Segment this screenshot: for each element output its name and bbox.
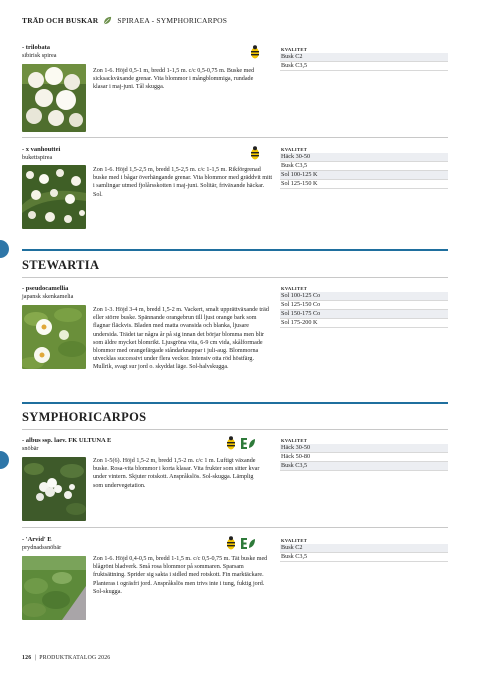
kvalitet-row: Sol 175-200 K: [280, 319, 448, 328]
section-marker: [0, 451, 9, 469]
photo-spiraea-vanhouttei: [22, 165, 86, 229]
bee-icon: [226, 436, 236, 450]
bee-icon: [250, 146, 260, 160]
entry-title: - albus ssp. laev. FK ULTUNA E: [22, 437, 112, 444]
kvalitet-label: KVALITET: [281, 47, 308, 52]
entry-description: Zon 1-6. Höjd 0,5-1 m, bredd 1-1,5 m. c/c 0,5-0,75 m. Buske med sicksackväxande grenar. Vita blommor i mångblommiga, rundade klasar i maj-juni. Tål skugga.: [93, 68, 255, 91]
entry-trilobata: [22, 44, 57, 60]
page-header: [22, 16, 227, 25]
kvalitet-label: KVALITET: [281, 538, 308, 543]
photo-spiraea-trilobata: [22, 64, 86, 132]
photo-symphoricarpos-albus: [22, 457, 86, 521]
entry-description: Zon 1-6. Höjd 1,5-2,5 m, bredd 1,5-2,5 m. c/c 1-1,5 m. Rikförgrenad buske med i bågar överhängande grenar. Vita blommor med gräddvit mitt i samlingar utmed fjolårsskotten i maj-juni. Solitär, friväxande häckar. Sol.: [93, 167, 273, 198]
entry-albus-ultuna: [22, 437, 111, 453]
kvalitet-row: Sol 100-125 Co: [280, 292, 448, 301]
kvalitet-row: Häck 30-50: [280, 153, 448, 162]
kvalitet-label: KVALITET: [281, 438, 308, 443]
section-rule: [22, 402, 448, 404]
entry-description: Zon 1-6. Höjd 0,4-0,5 m, bredd 1-1,5 m. c/c 0,5-0,75 m. Tät buske med blågrönt bladverk. Små rosa blommor på sommaren. Sparsam fruktsättning. Sprider sig sakta i sidled med rotskott. Fin marktäckare. Planteras i ogräsfri jord. Anspråkslös men trivs inte i tung, fuktig jord. Sol-skugga.: [93, 556, 268, 595]
kvalitet-row: Busk C2: [280, 53, 448, 62]
catalog-name: PRODUKTKATALOG 2026: [39, 655, 111, 661]
page-number: 126: [22, 655, 32, 661]
bee-icon: [226, 536, 236, 550]
kvalitet-row: Sol 125-150 K: [280, 180, 448, 189]
kvalitet-row: Sol 150-175 Co: [280, 310, 448, 319]
entry-subtitle: sibirisk spirea: [22, 52, 57, 59]
entry-vanhouttei: [22, 146, 60, 162]
e-plant-icon: [240, 437, 256, 450]
section-rule: [22, 249, 448, 251]
kvalitet-row: Busk C3,5: [280, 62, 448, 71]
header-genera: SPIRAEA - SYMPHORICARPOS: [117, 16, 228, 25]
kvalitet-table: [280, 437, 448, 471]
entry-title: - trilobata: [22, 44, 50, 51]
leaf-icon: [103, 16, 112, 25]
page-footer: [22, 655, 110, 661]
section-title-symphoricarpos: SYMPHORICARPOS: [22, 410, 147, 424]
photo-stewartia: [22, 305, 86, 369]
kvalitet-row: Sol 125-150 Co: [280, 301, 448, 310]
entry-subtitle: snöbär: [22, 445, 39, 452]
entry-title: - 'Arvid' E: [22, 536, 52, 543]
entry-title: - pseudocamellia: [22, 285, 69, 292]
kvalitet-row: Häck 30-50: [280, 444, 448, 453]
divider: [22, 137, 448, 138]
photo-symphoricarpos-arvid: [22, 556, 86, 620]
kvalitet-row: Busk C2: [280, 544, 448, 553]
entry-pseudocamellia: [22, 285, 73, 301]
kvalitet-label: KVALITET: [281, 286, 308, 291]
footer-separator: |: [32, 655, 38, 661]
kvalitet-row: Sol 100-125 K: [280, 171, 448, 180]
entry-title: - x vanhouttei: [22, 146, 61, 153]
entry-subtitle: prydnadssnöbär: [22, 544, 62, 551]
kvalitet-table: [280, 537, 448, 562]
kvalitet-label: KVALITET: [281, 147, 308, 152]
divider: [22, 277, 448, 278]
section-marker: [0, 240, 9, 258]
entry-subtitle: bukettspirea: [22, 154, 53, 161]
e-plant-icon: [240, 537, 256, 550]
kvalitet-row: Busk C3,5: [280, 462, 448, 471]
header-category: TRÄD OCH BUSKAR: [22, 16, 99, 25]
kvalitet-row: Busk C3,5: [280, 162, 448, 171]
divider: [22, 429, 448, 430]
kvalitet-table: [280, 285, 448, 328]
entry-arvid: [22, 536, 61, 552]
divider: [22, 527, 448, 528]
entry-description: Zon 1-3. Höjd 3-4 m, bredd 1,5-2 m. Vackert, smalt upprättväxande träd eller större buske. Spännande orangebrun till ljust orange bark som flagnar fläckvis. Bladen med matta ovansida och blanka, ljusare undersida. Trädet tar några år på sig innan det börjar blomma men blir som äldre mycket blomrikt. Ljusgröna vita, 6-9 cm vida, skålformade blommor med orangefärgade ståndarknappar i juli-aug. Blommorna utvecklas successivt under flera veckor. Intensiv otta röd höstfärg. Mullrik, svagt sur jord o. skyddat läge. Sol-halvskugga.: [93, 307, 269, 371]
kvalitet-row: Busk C3,5: [280, 553, 448, 562]
kvalitet-row: Häck 50-80: [280, 453, 448, 462]
entry-description: Zon 1-5(6). Höjd 1,5-2 m, bredd 1,5-2 m. c/c 1 m. Luftigt växande buske. Rosa-vita blommor i korta klasar. Vita frukter som sitter kvar under vintern. Skjuter rotskott. Anspråkslös. Sol-skugga. Lämplig som undervegetation.: [93, 458, 260, 489]
kvalitet-table: [280, 46, 448, 71]
entry-subtitle: japansk skenkamelia: [22, 293, 74, 300]
section-title-stewartia: STEWARTIA: [22, 258, 100, 272]
kvalitet-table: [280, 146, 448, 189]
bee-icon: [250, 45, 260, 59]
